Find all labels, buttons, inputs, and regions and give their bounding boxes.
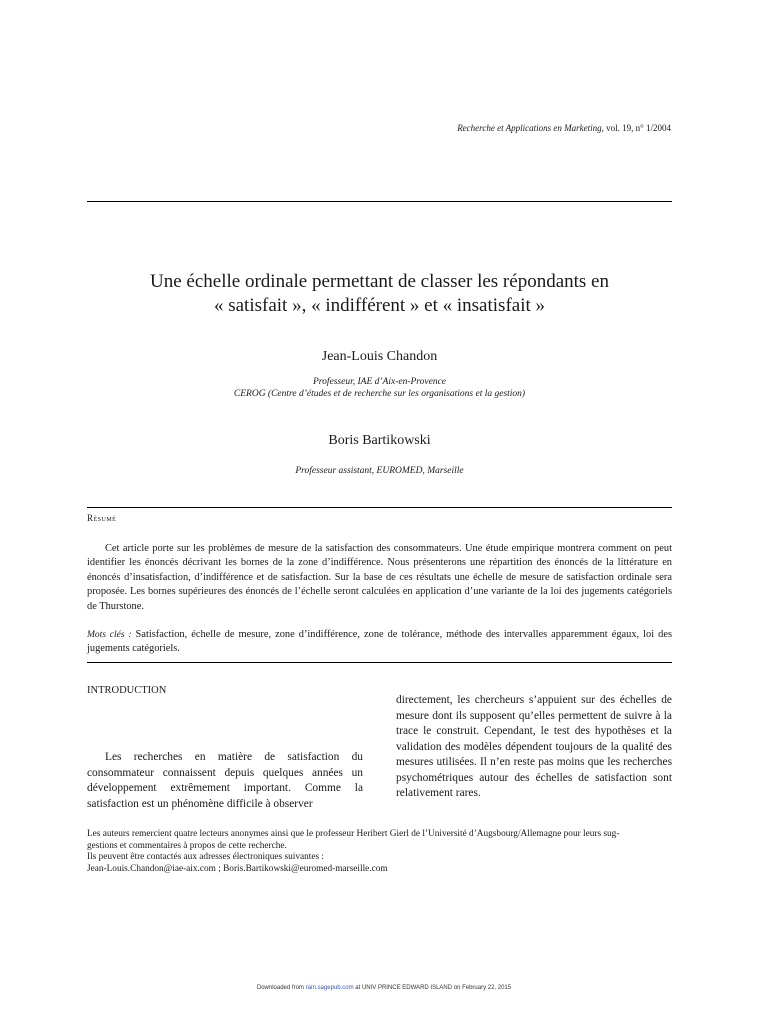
abstract	[87, 542, 672, 614]
keywords-text: Satisfaction, échelle de mesure, zone d’indifférence, zone de tolérance, méthode des intervalles apparemment égaux, loi des jugements catégoriels.	[87, 629, 672, 654]
journal-header	[457, 123, 671, 133]
affiliation-line: CEROG (Centre d’études et de recherche sur les organisations et la gestion)	[233, 389, 526, 399]
download-notice	[0, 985, 768, 991]
abstract-label-text: Résumé	[87, 513, 117, 523]
footnote-line-3: Ils peuvent être contactés aux adresses électroniques suivantes :	[87, 852, 324, 863]
footnote	[87, 829, 687, 875]
abstract-label	[87, 513, 116, 523]
affiliation-line: Professeur, IAE d’Aix-en-Provence	[312, 377, 447, 387]
abstract-bottom-rule	[87, 662, 672, 663]
intro-left-column	[87, 750, 363, 812]
affiliation-line: Professeur assistant, EUROMED, Marseille	[295, 466, 464, 476]
intro-right-column	[396, 693, 672, 802]
abstract-top-rule	[87, 507, 672, 508]
intro-right-paragraph: directement, les chercheurs s’appuient sur des échelles de mesure dont ils supposent qu’elles permettent de suivre à la trace le construit. Cependant, le test des hypothèses et la validation des modèles dépendent toujours de la qualité des mesures utilisées. Il n’en reste pas moins que les recherches psychométriques autour des échelles de satisfaction sont relativement rares.	[396, 694, 672, 799]
footnote-line-4: Jean-Louis.Chandon@iae-aix.com ; Boris.Bartikowski@euromed-marseille.com	[87, 863, 388, 874]
download-suffix: at UNIV PRINCE EDWARD ISLAND on February 22, 2015	[353, 985, 512, 991]
header-rule	[87, 201, 672, 202]
journal-details: vol. 19, n° 1/2004	[603, 123, 671, 133]
intro-left-paragraph: Les recherches en matière de satisfaction du consommateur connaissent depuis quelques années un développement extrêmement important. Comme la satisfaction est un phénomène difficile à observer	[87, 751, 363, 810]
title-line-2: « satisfait », « indifférent » et « insatisfait »	[213, 295, 546, 316]
author-name-2: Boris Bartikowski	[328, 433, 431, 448]
introduction-heading: INTRODUCTION	[87, 685, 167, 696]
footnote-line-1: Les auteurs remercient quatre lecteurs anonymes ainsi que le professeur Heribert Gierl de l’Université d’Augsbourg/Allemagne pour leurs sug-	[87, 829, 620, 839]
author-affiliation-2	[87, 465, 672, 477]
abstract-text: Cet article porte sur les problèmes de mesure de la satisfaction des consommateurs. Une étude empirique montrera comment on peut identifier les énoncés décrivant les bornes de la zone d’indifférence. Nous présenterons une répartition des énoncés de la littérature en énoncés d’insatisfaction, d’indifférence et de satisfaction. Sur la base de ces résultats une échelle de mesure de satisfaction ordinale sera proposée. Les bornes supérieures des énoncés de l’échelle seront calculées en application d’une variante de la loi des jugements catégoriels de Thurstone.	[87, 543, 672, 612]
keywords-label: Mots clés :	[87, 630, 132, 640]
title-line-1: Une échelle ordinale permettant de classer les répondants en	[150, 271, 609, 292]
keywords	[87, 628, 672, 656]
author-name-1: Jean-Louis Chandon	[321, 349, 438, 364]
paper-title	[87, 270, 672, 318]
footnote-line-2: gestions et commentaires à propos de cette recherche.	[87, 840, 287, 851]
author-affiliation-1	[87, 376, 672, 400]
journal-name: Recherche et Applications en Marketing,	[457, 123, 604, 133]
download-link[interactable]: ram.sagepub.com	[305, 985, 354, 991]
download-prefix: Downloaded from	[256, 985, 306, 991]
